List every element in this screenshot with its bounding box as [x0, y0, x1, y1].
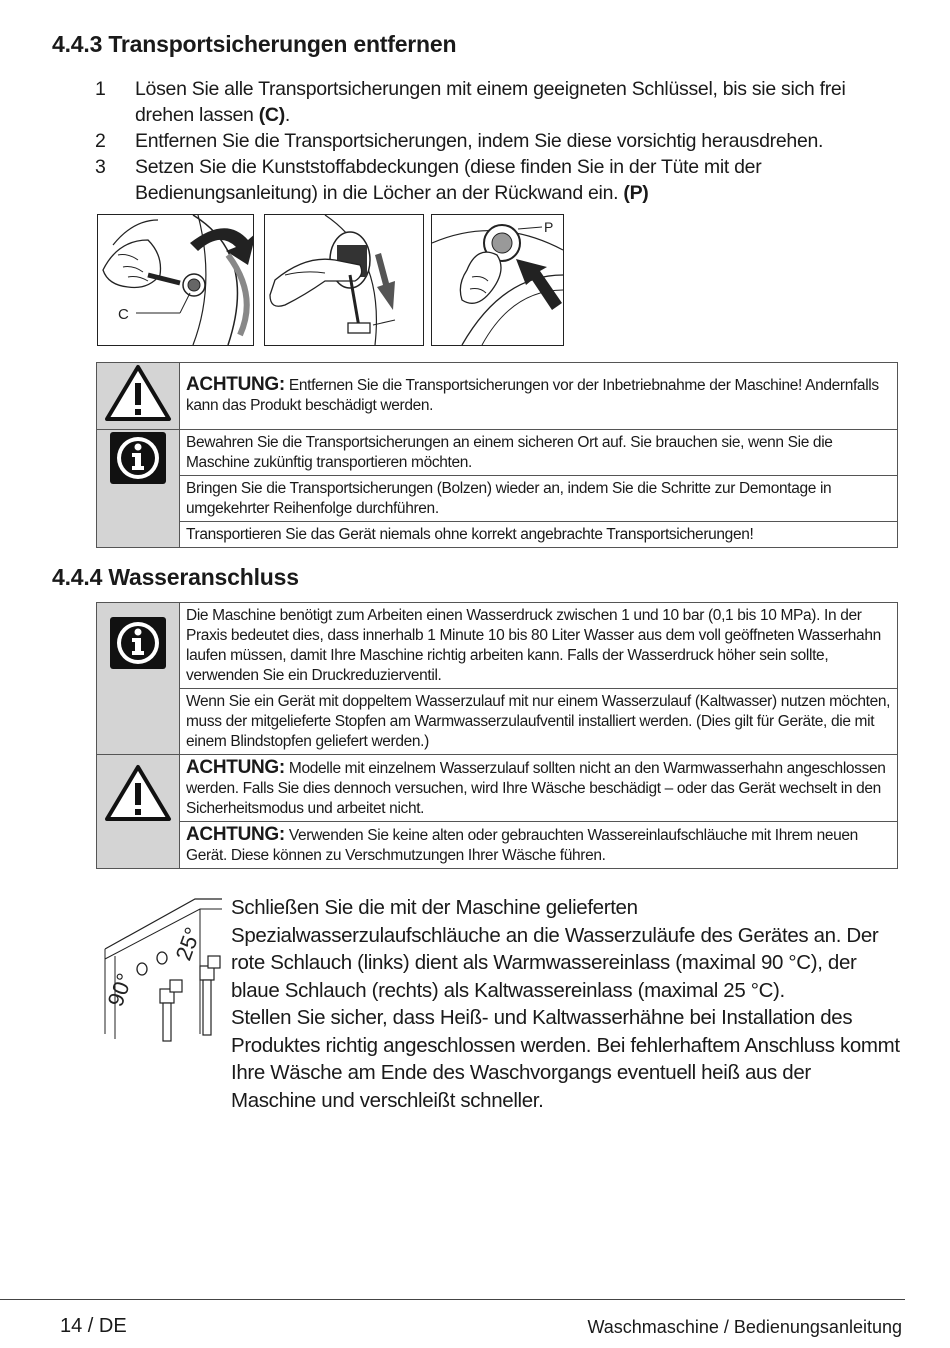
- info-row: [97, 476, 898, 522]
- step-item: [95, 154, 895, 206]
- warning-icon: [103, 363, 173, 423]
- step-text: Setzen Sie die Kunststoffabdeckungen (diese finden Sie in der Tüte mit der Bedienungsanleitung) in die Löcher an der Rückwand ein. (P): [135, 156, 762, 204]
- warning-icon-cell: [97, 363, 180, 430]
- label-hot-temperature: 90°: [102, 969, 138, 1010]
- section-title-water-connection: 4.4.4 Wasseranschluss: [52, 564, 299, 590]
- step-item: [95, 128, 895, 154]
- warning-row: [97, 822, 898, 869]
- warning-icon-cell: [97, 755, 180, 869]
- paragraph: Stellen Sie sicher, dass Heiß- und Kaltwasserhähne bei Installation des Produktes richtig angeschlossen werden. Bei fehlerhaftem Anschluss kommt Ihre Wäsche am Ende des Waschvorgangs eventuell heiß aus der Maschine und verschleißt schneller.: [231, 1006, 900, 1112]
- warning-icon: [103, 763, 173, 823]
- notes-transport-locks: [96, 362, 898, 548]
- footer-title: Waschmaschine / Bedienungsanleitung: [587, 1317, 902, 1337]
- info-row: [97, 603, 898, 689]
- info-icon-cell: [97, 430, 180, 548]
- figure-insert-cap: [431, 214, 564, 346]
- label-cold-temperature: 25°: [170, 923, 206, 964]
- step-text: Entfernen Sie die Transportsicherungen, indem Sie diese vorsichtig herausdrehen.: [135, 130, 824, 152]
- info-text: Transportieren Sie das Gerät niemals ohne korrekt angebrachte Transportsicherungen!: [180, 522, 898, 548]
- info-row: [97, 689, 898, 755]
- step-item: [95, 76, 895, 128]
- warning-row: [97, 755, 898, 822]
- info-text: Wenn Sie ein Gerät mit doppeltem Wasserzulauf mit nur einem Wasserzulauf (Kaltwasser) nutzen möchten, muss der mitgelieferte Stopfen am Warmwasserzulaufventil installiert werden. (Dies gilt für Geräte, die mit einem Blindstopfen geliefert werden.): [180, 689, 898, 755]
- step-number: 2: [95, 130, 106, 152]
- figure-wrench-loosen: [97, 214, 254, 346]
- info-row: [97, 430, 898, 476]
- warning-text: ACHTUNG: Entfernen Sie die Transportsicherungen vor der Inbetriebnahme der Maschine! Andernfalls kann das Produkt beschädigt werden.: [180, 363, 898, 430]
- info-text: Die Maschine benötigt zum Arbeiten einen Wasserdruck zwischen 1 und 10 bar (0,1 bis 10 MPa). In der Praxis bedeutet dies, dass innerhalb 1 Minute 10 bis 80 Liter Wasser aus dem voll geöffneten Wasserhahn laufen müssen, damit Ihre Maschine richtig arbeiten kann. Falls der Wasserdruck höher sein sollte, verwenden Sie ein Druckreduzierventil.: [180, 603, 898, 689]
- paragraph: Schließen Sie die mit der Maschine gelieferten Spezialwasserzulaufschläuche an die Wasserzuläufe des Gerätes an. Der rote Schlauch (links) dient als Warmwassereinlass (maximal 90 °C), der blaue Schlauch (rechts) als Kaltwassereinlass (maximal 25 °C).: [231, 896, 879, 1002]
- page-number: 14 / DE: [60, 1315, 127, 1337]
- figure-water-inlets: [100, 894, 225, 1049]
- warning-row: [97, 363, 898, 430]
- step-text: Lösen Sie alle Transportsicherungen mit einem geeigneten Schlüssel, bis sie sich frei drehen lassen (C).: [135, 78, 846, 126]
- label-p: P: [544, 219, 554, 235]
- info-text: Bewahren Sie die Transportsicherungen an einem sicheren Ort auf. Sie brauchen sie, wenn Sie die Maschine zukünftig transportieren möchten.: [180, 430, 898, 476]
- figure-pull-bolt: [264, 214, 424, 346]
- info-text: Bringen Sie die Transportsicherungen (Bolzen) wieder an, indem Sie die Schritte zur Demontage in umgekehrter Reihenfolge durchführen.: [180, 476, 898, 522]
- info-icon-cell: [97, 603, 180, 755]
- water-connection-text: [231, 894, 901, 1114]
- step-number: 1: [95, 78, 106, 100]
- section-title-transport-locks: 4.4.3 Transportsicherungen entfernen: [52, 31, 457, 57]
- warning-text: ACHTUNG: Verwenden Sie keine alten oder gebrauchten Wassereinlaufschläuche mit Ihrem neuen Gerät. Diese können zu Verschmutzungen Ihrer Wäsche führen.: [180, 822, 898, 869]
- info-row: [97, 522, 898, 548]
- info-icon: [108, 615, 168, 671]
- removal-steps: [95, 76, 895, 206]
- footer-divider: [0, 1299, 905, 1300]
- notes-water-connection: [96, 602, 898, 869]
- label-c: C: [118, 306, 129, 323]
- warning-text: ACHTUNG: Modelle mit einzelnem Wasserzulauf sollten nicht an den Warmwasserhahn angeschlossen werden. Falls Sie dies dennoch versuchen, wird Ihre Wäsche beschädigt – oder das Gerät wechselt in den Sicherheitsmodus und arbeitet nicht.: [180, 755, 898, 822]
- step-number: 3: [95, 156, 106, 178]
- info-icon: [108, 430, 168, 486]
